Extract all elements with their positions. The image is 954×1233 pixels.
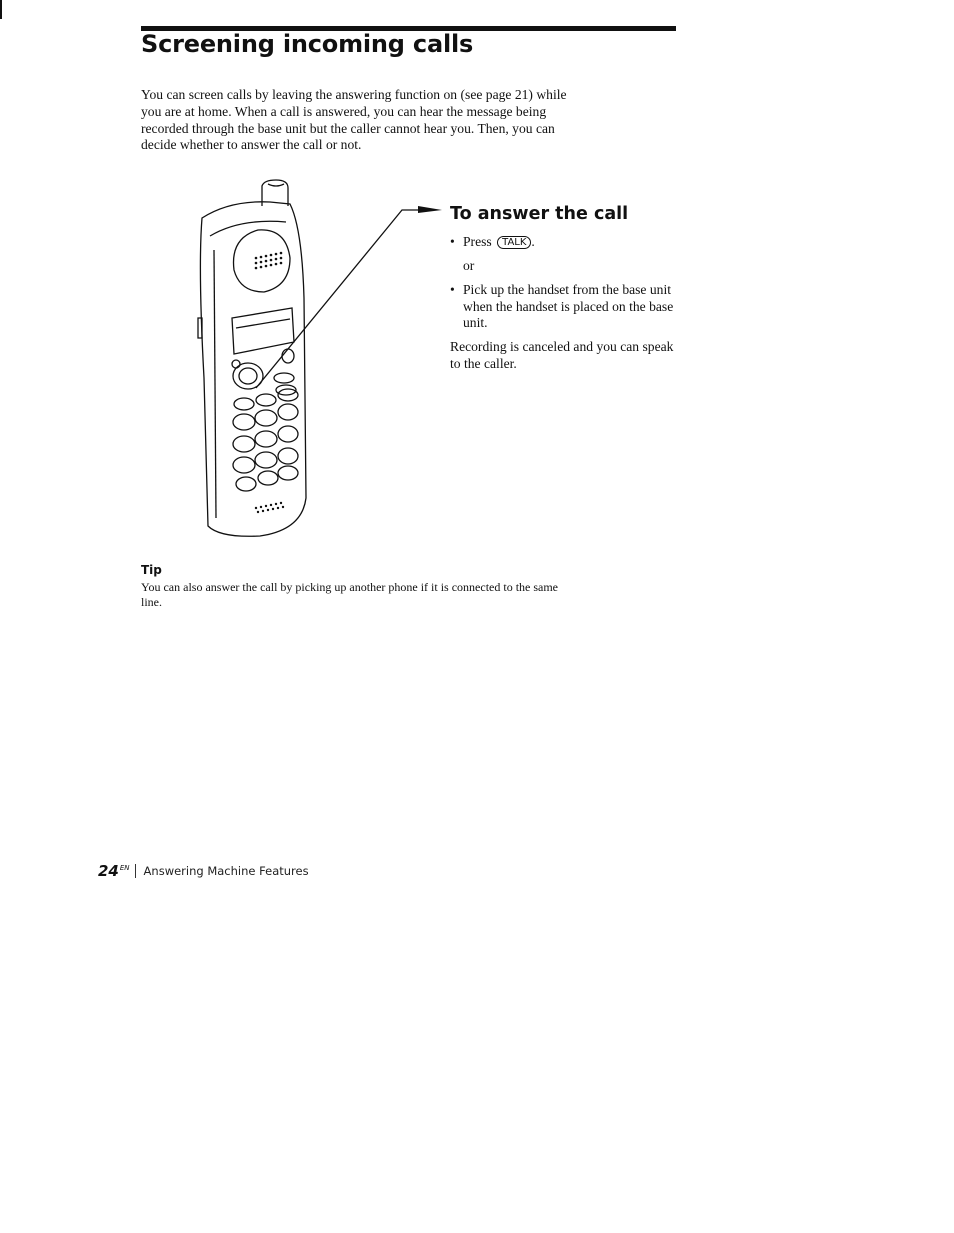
footer-separator xyxy=(135,864,136,878)
step-press-talk xyxy=(450,234,690,251)
page-number xyxy=(98,862,130,880)
step-text: Press xyxy=(463,234,492,249)
step-text: Pick up the handset from the base unit when the handset is placed on the base unit. xyxy=(463,282,674,331)
step-suffix: . xyxy=(531,234,535,249)
steps-list xyxy=(450,234,690,372)
page-title: Screening incoming calls xyxy=(141,30,474,58)
or-text: or xyxy=(463,257,475,273)
talk-key-badge: TALK xyxy=(497,236,531,249)
margin-mark xyxy=(0,0,2,19)
section-heading: To answer the call xyxy=(450,204,629,224)
footer-section-name: Answering Machine Features xyxy=(143,864,309,878)
bullet: • xyxy=(450,234,455,249)
tip-text: You can also answer the call by picking up another phone if it is connected to the same line. xyxy=(141,580,559,609)
step-pick-up xyxy=(450,282,690,332)
cordless-handset-illustration xyxy=(190,178,460,544)
intro-paragraph: You can screen calls by leaving the answering function on (see page 21) while you are at home. When a call is answered, you can hear the message being recorded through the base unit but the caller cannot hear you. Then, you can decide whether to answer the call or not. xyxy=(141,87,567,153)
result-text: Recording is canceled and you can speak to the caller. xyxy=(450,338,674,371)
tip-label: Tip xyxy=(141,563,162,577)
page-number-value: 24 xyxy=(98,862,119,880)
page-footer xyxy=(98,862,309,880)
bullet: • xyxy=(450,282,455,298)
page-number-suffix: EN xyxy=(119,864,130,872)
